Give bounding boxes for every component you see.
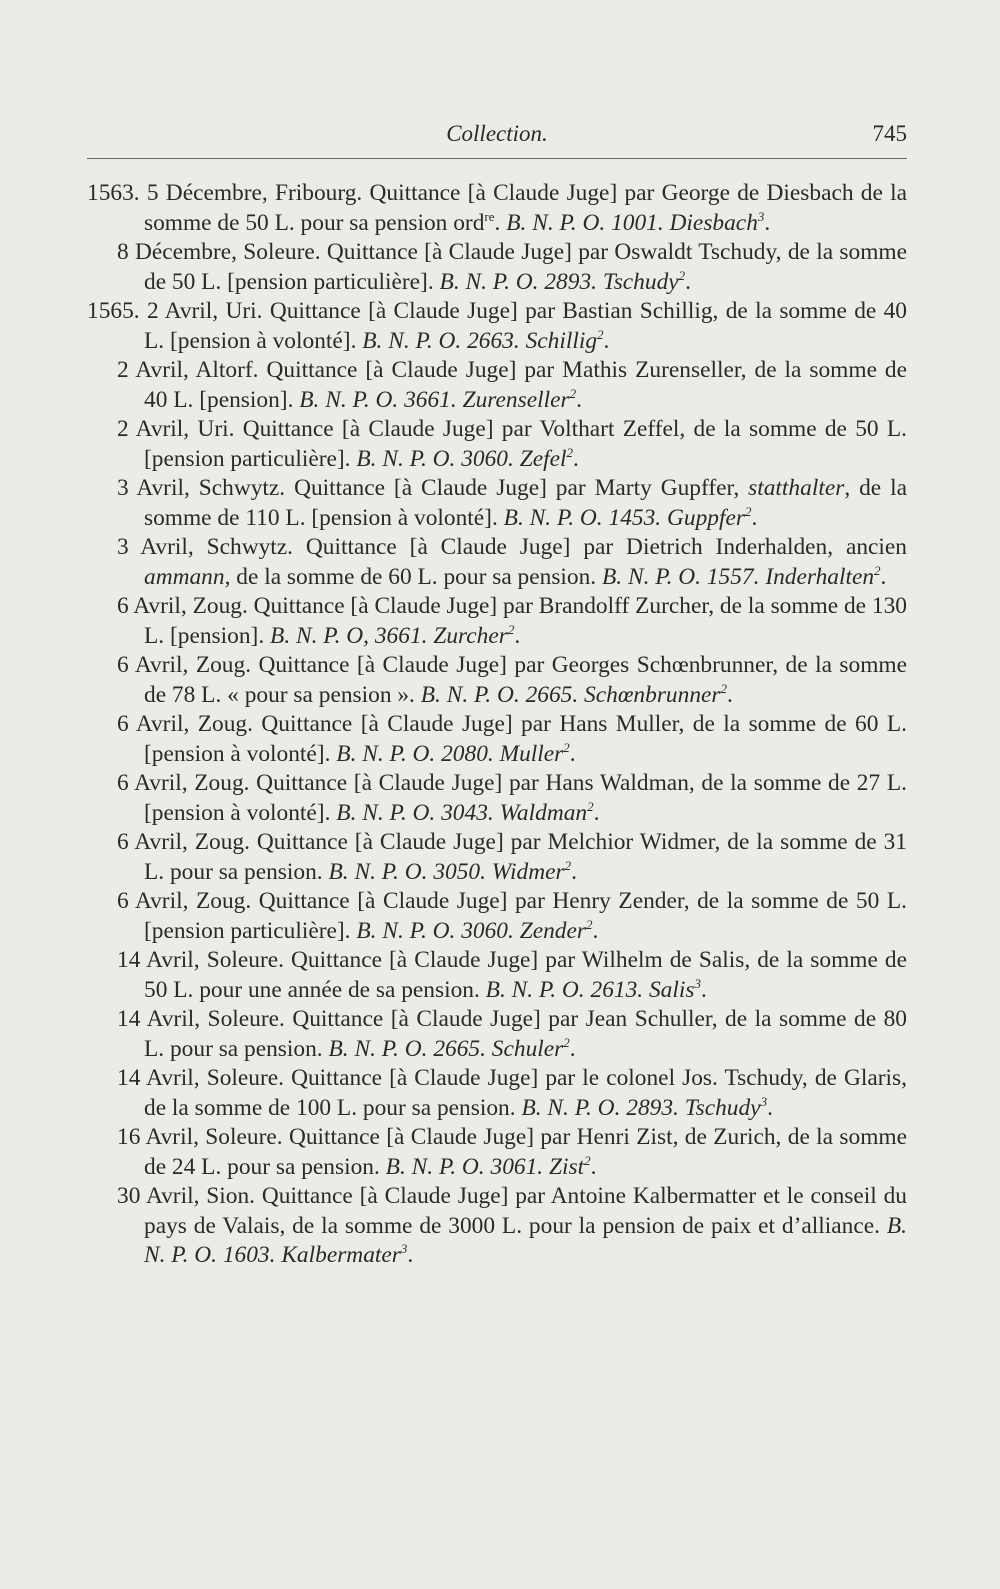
entry-15: [87, 1064, 907, 1123]
archive-reference: B. N. P. O, 3661. Zurcher: [270, 622, 508, 649]
entry-4: [87, 415, 907, 474]
entry-text: 3 Avril, Schwytz. Quittance [à Claude Juge] par Marty Gupffer,: [117, 475, 749, 501]
entry-2: [87, 297, 907, 356]
entry-end: .: [685, 268, 692, 295]
footnote-mark: 2: [564, 857, 572, 873]
archive-reference: B. N. P. O. 1603. Kalbermater: [144, 1212, 907, 1268]
archive-reference: B. N. P. O. 2893. Tschudy: [439, 268, 679, 295]
entry-end: .: [569, 1035, 576, 1062]
entry-list: [87, 179, 907, 1271]
entry-5: [87, 474, 907, 533]
footnote-mark: 3: [400, 1241, 408, 1256]
entry-text: 6 Avril, Zoug. Quittance [à Claude Juge] par Brandolff Zurcher, de la somme de 130 L. [pension].: [117, 593, 907, 649]
entry-14: [87, 1005, 907, 1064]
entry-13: [87, 946, 907, 1005]
footnote-mark: 2: [563, 1034, 570, 1050]
footnote-mark: 2: [585, 916, 593, 932]
entry-text: 6 Avril, Zoug. Quittance [à Claude Juge] par Hans Muller, de la somme de 60 L. [pension à volonté].: [117, 711, 907, 767]
entry-end: .: [576, 386, 582, 413]
footnote-mark: 2: [507, 621, 515, 637]
entry-0: [87, 179, 907, 238]
entry-end: .: [880, 563, 887, 590]
archive-reference: B. N. P. O. 2665. Schuler: [328, 1035, 564, 1062]
footnote-mark: 2: [587, 798, 594, 814]
entry-16: [87, 1123, 907, 1182]
entry-end: .: [569, 740, 576, 767]
footnote-mark: 2: [874, 562, 881, 578]
entry-end: .: [767, 1094, 773, 1121]
footnote-mark: 2: [744, 503, 752, 519]
page-header: [87, 118, 907, 159]
entry-end: .: [590, 1153, 597, 1180]
archive-reference: B. N. P. O. 1453. Guppfer: [503, 504, 745, 531]
entry-text: , de la somme de 60 L. pour sa pension.: [224, 563, 603, 590]
entry-end: .: [514, 622, 521, 649]
footnote-mark: 2: [569, 385, 577, 401]
entry-7: [87, 592, 907, 651]
footnote-mark: 3: [694, 975, 701, 991]
entry-17: [87, 1182, 907, 1271]
archive-reference: B. N. P. O. 1557. Inderhalten: [602, 563, 875, 590]
entry-text: 1565. 2 Avril, Uri. Quittance [à Claude Juge] par Bastian Schillig, de la somme de 40 L. [pension à volonté].: [87, 298, 907, 354]
archive-reference: B. N. P. O. 3060. Zefel: [356, 445, 567, 472]
entry-9: [87, 710, 907, 769]
entry-8: [87, 651, 907, 710]
footnote-mark: 2: [720, 680, 727, 696]
entry-text: .: [494, 209, 507, 236]
archive-reference: B. N. P. O. 3060. Zender: [356, 917, 586, 944]
entry-end: .: [571, 858, 577, 885]
footnote-mark: 2: [584, 1152, 591, 1168]
entry-text: 16 Avril, Soleure. Quittance [à Claude Juge] par Henri Zist, de Zurich, de la somme de 24 L. pour sa pension.: [117, 1124, 907, 1180]
entry-end: .: [592, 917, 599, 944]
entry-end: .: [727, 681, 733, 708]
archive-reference: B. N. P. O. 2665. Schœnbrunner: [420, 681, 721, 708]
footnote-mark: 2: [678, 267, 686, 283]
entry-text: 30 Avril, Sion. Quittance [à Claude Juge] par Antoine Kalbermatter et le conseil du pays de Valais, de la somme de 3000 L. pour la pension de paix et d’alliance.: [117, 1183, 907, 1239]
footnote-mark: 2: [563, 739, 570, 755]
archive-reference: B. N. P. O. 3661. Zurenseller: [299, 386, 570, 413]
archive-reference: B. N. P. O. 2613. Salis: [485, 976, 695, 1003]
entry-text: 2 Avril, Altorf. Quittance [à Claude Juge] par Mathis Zurenseller, de la somme de 40 L. [pension].: [117, 357, 907, 413]
entry-text: 6 Avril, Zoug. Quittance [à Claude Juge] par Henry Zender, de la somme de 50 L. [pension particulière].: [117, 888, 907, 944]
footnote-mark: 3: [757, 208, 765, 224]
entry-text: 14 Avril, Soleure. Quittance [à Claude Juge] par Wilhelm de Salis, de la somme de 50 L. pour une année de sa pension.: [117, 947, 907, 1003]
entry-text: 2 Avril, Uri. Quittance [à Claude Juge] par Volthart Zeffel, de la somme de 50 L. [pension particulière].: [117, 416, 907, 472]
entry-10: [87, 769, 907, 828]
entry-end: .: [593, 799, 600, 826]
entry-text: 6 Avril, Zoug. Quittance [à Claude Juge] par Hans Waldman, de la somme de 27 L. [pension à volonté].: [117, 770, 907, 826]
entry-12: [87, 887, 907, 946]
entry-text: 14 Avril, Soleure. Quittance [à Claude Juge] par le colonel Jos. Tschudy, de Glaris, de la somme de 100 L. pour sa pension.: [117, 1065, 907, 1121]
entry-end: .: [764, 209, 771, 236]
italic-term: ammann: [144, 563, 225, 590]
entry-end: .: [603, 327, 610, 354]
entry-text: 6 Avril, Zoug. Quittance [à Claude Juge] par Melchior Widmer, de la somme de 31 L. pour sa pension.: [117, 829, 907, 885]
entry-text: 3 Avril, Schwytz. Quittance [à Claude Juge] par Dietrich Inderhalden, ancien: [117, 534, 907, 560]
archive-reference: B. N. P. O. 2893. Tschudy: [521, 1094, 761, 1121]
entry-end: .: [572, 445, 579, 472]
archive-reference: B. N. P. O. 3050. Widmer: [328, 858, 565, 885]
archive-reference: B. N. P. O. 2663. Schillig: [362, 327, 598, 354]
superscript: re: [484, 208, 495, 224]
entry-text: , de la somme de 110 L. [pension à volonté].: [144, 475, 907, 531]
archive-reference: B. N. P. O. 3043. Waldman: [336, 799, 588, 826]
footnote-mark: 2: [597, 326, 604, 342]
footnote-mark: 2: [566, 444, 573, 460]
entry-end: .: [751, 504, 758, 531]
running-title: Collection.: [446, 121, 548, 146]
entry-11: [87, 828, 907, 887]
footnote-mark: 3: [760, 1093, 768, 1109]
entry-text: 6 Avril, Zoug. Quittance [à Claude Juge] par Georges Schœnbrunner, de la somme de 78 L. « pour sa pension ».: [117, 652, 907, 708]
entry-3: [87, 356, 907, 415]
archive-reference: B. N. P. O. 2080. Muller: [336, 740, 564, 767]
entry-text: 1563. 5 Décembre, Fribourg. Quittance [à Claude Juge] par George de Diesbach de la somme de 50 L. pour sa pension ord: [87, 180, 907, 236]
italic-term: statthalter: [748, 475, 845, 501]
archive-reference: B. N. P. O. 3061. Zist: [385, 1153, 585, 1180]
entry-end: .: [407, 1242, 414, 1268]
archive-reference: B. N. P. O. 1001. Diesbach: [506, 209, 758, 236]
entry-text: 8 Décembre, Soleure. Quittance [à Claude Juge] par Oswaldt Tschudy, de la somme de 50 L. [pension particulière].: [117, 239, 907, 295]
entry-1: [87, 238, 907, 297]
page-number: 745: [872, 121, 907, 146]
entry-text: 14 Avril, Soleure. Quittance [à Claude Juge] par Jean Schuller, de la somme de 80 L. pour sa pension.: [117, 1006, 907, 1062]
entry-6: [87, 533, 907, 592]
entry-end: .: [700, 976, 707, 1003]
